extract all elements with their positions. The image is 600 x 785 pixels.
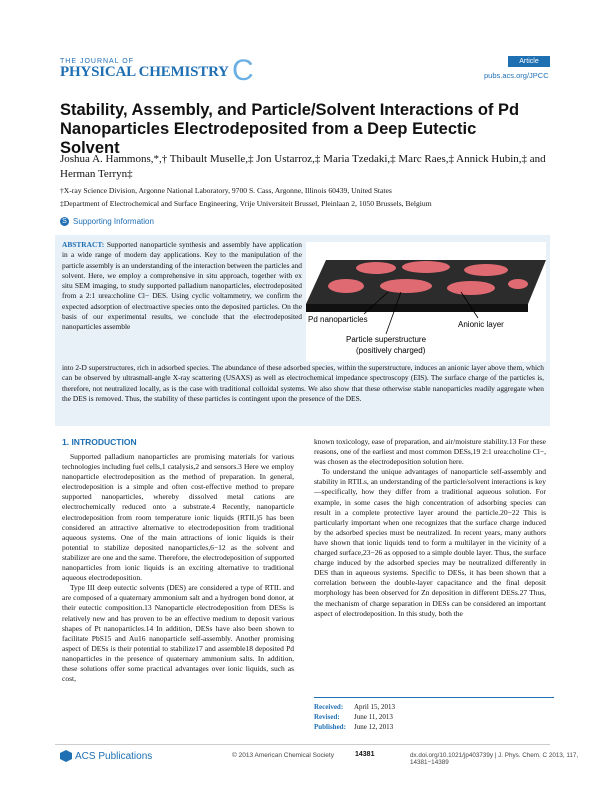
intro-left-column (62, 452, 294, 684)
date-row: Received: April 15, 2013 (314, 703, 396, 711)
toc-label-superstructure: Particle superstructure (346, 335, 427, 344)
publication-dates (314, 697, 554, 732)
nanoparticle-cluster (328, 279, 364, 293)
author-list: Joshua A. Hammons,*,† Thibault Muselle,‡ Jon Ustarroz,‡ Maria Tzedaki,‡ Marc Raes,‡ Annick Hubin,‡ and Herman Terryn‡ (60, 153, 546, 180)
article-type-badge: Article (508, 56, 550, 67)
toc-label-anionic: Anionic layer (458, 320, 504, 329)
section-heading: 1. INTRODUCTION (62, 437, 137, 447)
affiliation-1: †X-ray Science Division, Argonne National Laboratory, 9700 S. Cass, Argonne, Illinois 60439, United States (60, 186, 392, 195)
affiliation-2: ‡Department of Electrochemical and Surface Engineering, Vrije Universiteit Brussel, Pleinlaan 2, 1050 Brussels, Belgium (60, 199, 432, 208)
copyright-notice: © 2013 American Chemical Society (232, 752, 334, 759)
journal-section-letter: C (232, 54, 254, 87)
page-number: 14381 (355, 751, 375, 758)
intro-paragraph: Supported palladium nanoparticles are promising materials for various technologies including fuel cells,1 catalysis,2 and sensors.3 Here we employ nanoparticle electrodeposition as the method of preparation. In general, electrodeposition is a simple and often cost-effective method to prepare supported nanoparticles, whereby dissolved metal cations are electrochemically reduced onto a substrate.4 Recently, nanoparticle electrodeposition from room temperature ionic liquids (RTIL)5 has been considered an attractive alternative to electrodeposition from traditional aqueous systems. One of the main attractions of ionic liquids is their potential to stabilize deposited nanoparticles,6−12 as the solvent and stabilizer are one and the same. Therefore, the electrodeposition of supported nanoparticles from ionic liquids is an exciting alternative to traditional aqueous electrodeposition. (62, 452, 294, 583)
intro-right-column (314, 437, 546, 619)
supporting-info-link[interactable] (60, 217, 154, 226)
nanoparticle-cluster (464, 264, 508, 276)
date-row: Published: June 12, 2013 (314, 723, 394, 731)
supporting-info-label: Supporting Information (73, 217, 154, 226)
doi-citation[interactable]: dx.doi.org/10.1021/jp403739y | J. Phys. Chem. C 2013, 117, 14381−14389 (410, 752, 579, 766)
date-row: Revised: June 11, 2013 (314, 713, 393, 721)
nanoparticle-cluster (508, 279, 528, 289)
journal-masthead: PHYSICAL CHEMISTRY (60, 64, 229, 80)
nanoparticle-cluster (402, 261, 450, 273)
abstract-body-narrow: Supported nanoparticle synthesis and assembly have application in a wide range of modern day applications. Key to the manipulation of the particle assembly is an understanding of the interaction between the particles and solvent. Here, we employ a comprehensive in situ approach, together with ex situ SEM imaging, to study supported palladium nanoparticles, electrodeposited from a 2:1 urea:choline Cl− DES. Using cyclic voltammetry, we confirm the expected adsorption of electroactive species onto the deposited particles. On the basis of our experimental results, we conclude that the electrodeposited nanoparticles assemble (62, 240, 302, 332)
abstract-label: ABSTRACT: (62, 240, 105, 249)
info-icon: S (60, 217, 69, 226)
nanoparticle-cluster (447, 281, 495, 295)
toc-label-charge: (positively charged) (356, 346, 426, 355)
journal-masthead-prefix: THE JOURNAL OF (60, 58, 135, 65)
journal-url-link[interactable]: pubs.acs.org/JPCC (484, 71, 549, 80)
nanoparticle-cluster (380, 279, 432, 293)
publisher-name: ACS Publications (75, 750, 153, 762)
footer-divider (55, 744, 550, 745)
nanoparticle-cluster (356, 262, 396, 274)
intro-paragraph: known toxicology, ease of preparation, and air/moisture stability.13 For these reasons, one of the earliest and most common DESs,19 2:1 urea:choline Cl−, was chosen as the electrodeposition solution here. (314, 437, 546, 467)
publisher-logo[interactable] (60, 750, 152, 762)
toc-label-pd: Pd nanoparticles (308, 315, 368, 324)
intro-paragraph: Type III deep eutectic solvents (DES) are considered a type of RTIL and are composed of a quaternary ammonium salt and a hydrogen bond donor, at their eutectic composition.13 Nanoparticle electrodeposition from DESs is relatively new and has proven to be an effective medium to deposit various shapes of Pt nanoparticles.14 In addition, DESs have also been shown to facilitate PbS15 and Au16 nanoparticle self-assembly. Another promising aspect of DESs is their potential to stabilize17 and assemble18 deposited Pd nanoparticles in the presence of quaternary ammonium salts. In addition, these solutions offer some practical advantages over ionic liquids, such as cost, (62, 583, 294, 684)
abstract-text-narrow (62, 240, 302, 333)
acs-logo-icon (60, 750, 72, 762)
toc-graphic (306, 242, 546, 362)
article-title: Stability, Assembly, and Particle/Solvent Interactions of Pd Nanoparticles Electrodeposited from a Deep Eutectic Solvent (60, 101, 520, 157)
intro-paragraph: To understand the unique advantages of nanoparticle self-assembly and stability in RTILs, an understanding of the particle/solvent interactions is key—specifically, how they differ from a traditional aqueous solution. For example, in some cases the high concentration of adsorbing species can result in a complete protective layer around the particle.20−22 This is particularly important when one recognizes that the surface charge induced by the adsorbed species must be neutralized. In recent years, many authors have shown that ionic liquids tend to form a multilayer in the vicinity of a charged surface,23−26 as opposed to a simple double layer. Thus, the surface charge induced by the adsorbed species may be neutralized differently in DES than in aqueous systems. Specific to DESs, it has been shown that a correlation between the double-layer capacitance and the final deposit morphology has been observed for Zn deposition in different DESs.27 Thus, the mechanism of charge separation in DESs can be considered an important aspect of electrodeposition. In this study, both the (314, 467, 546, 618)
abstract-body-wide: into 2-D superstructures, rich in adsorbed species. The abundance of these adsorbed species, within the superstructure, induces an anionic layer above them, which can be observed by ultrasmall-angle X-ray scattering (USAXS) as well as electrochemical impedance spectroscopy (EIS). The surface charge of the particles is, therefore, not neutralized locally, as is the case with traditional colloidal systems. We also show that these otherwise stable nanoparticles readily aggregate when the DES is removed. Thus, the stability of these particles is contingent upon the presence of the DES. (62, 363, 544, 403)
